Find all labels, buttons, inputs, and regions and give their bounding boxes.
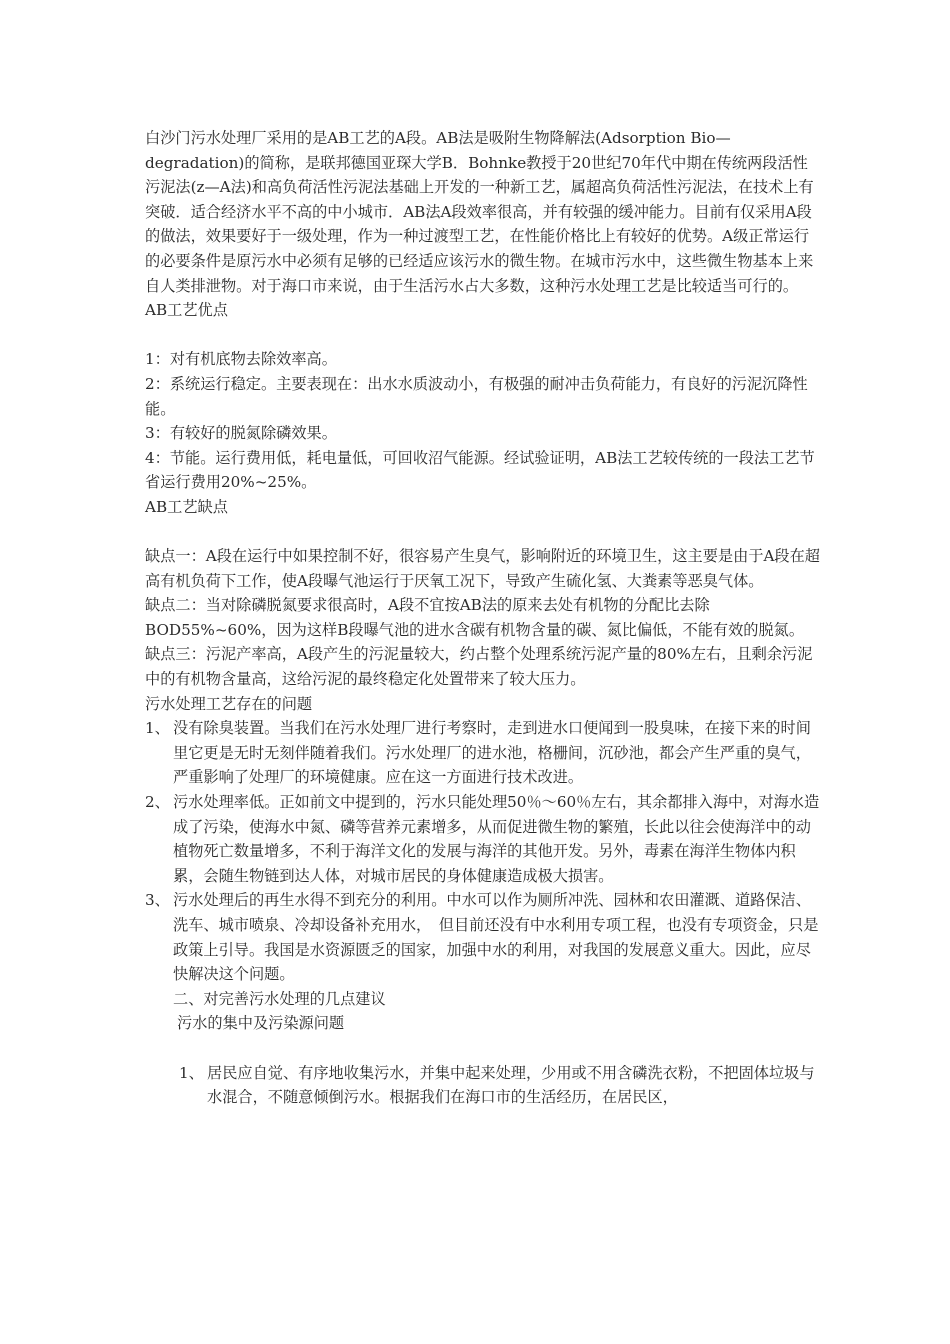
problem-item [145, 716, 821, 790]
blank-line [145, 323, 821, 348]
advantage-item: 4：节能。运行费用低，耗电量低，可回收沼气能源。经试验证明，AB法工艺较传统的一段法工艺节省运行费用20%~25%。 [145, 448, 815, 492]
problem-item [145, 888, 821, 986]
advantage-item: 2：系统运行稳定。主要表现在：出水水质波动小，有极强的耐冲击负荷能力，有良好的污泥沉降性能。 [145, 374, 808, 418]
problem-item [145, 790, 821, 888]
disadvantage-item: 缺点二：当对除磷脱氮要求很高时，A段不宜按AB法的原来去处有机物的分配比去除BOD55%~60%，因为这样B段曝气池的进水含碳有机物含量的碳、氮比偏低，不能有效的脱氮。 [145, 596, 805, 639]
list-text: 没有除臭装置。当我们在污水处理厂进行考察时，走到进水口便闻到一股臭味，在接下来的时间里它更是无时无刻伴随着我们。污水处理厂的进水池，格栅间，沉砂池，都会产生严重的臭气，严重影响了处理厂的环境健康。应在这一方面进行技术改进。 [173, 719, 811, 787]
list-text: 污水处理后的再生水得不到充分的利用。中水可以作为厕所冲洗、园林和农田灌溉、道路保洁、洗车、城市喷泉、冷却设备补充用水， 但目前还没有中水利用专项工程，也没有专项资金，只是政策上引导。我国是水资源匮乏的国家，加强中水的利用，对我国的发展意义重大。因此，应尽快解决这个问题。 [173, 891, 819, 984]
document-body [145, 126, 821, 1110]
disadvantages-heading: AB工艺缺点 [145, 497, 228, 516]
suggestions-heading: 二、对完善污水处理的几点建议 [173, 989, 386, 1008]
advantage-item: 3：有较好的脱氮除磷效果。 [145, 424, 337, 443]
disadvantage-item: 缺点三：污泥产率高，A段产生的污泥量较大，约占整个处理系统污泥产量的80%左右，且剩余污泥中的有机物含量高，这给污泥的最终稳定化处置带来了较大压力。 [145, 645, 813, 689]
list-text: 污水处理率低。正如前文中提到的，污水只能处理50％～60％左右，其余都排入海中，对海水造成了污染，使海水中氮、磷等营养元素增多，从而促进微生物的繁殖，长此以往会使海洋中的动植物死亡数量增多，不利于海洋文化的发展与海洋的其他开发。另外，毒素在海洋生物体内积累，会随生物链到达人体，对城市居民的身体健康造成极大损害。 [173, 793, 820, 885]
list-number: 3、 [145, 891, 170, 910]
suggestion-item [179, 1061, 821, 1110]
list-text: 居民应自觉、有序地收集污水，并集中起来处理，少用或不用含磷洗衣粉，不把固体垃圾与水混合，不随意倾倒污水。根据我们在海口市的生活经历，在居民区， [207, 1063, 815, 1107]
intro-paragraph: 白沙门污水处理厂采用的是AB工艺的A段。AB法是吸附生物降解法(Adsorption Bio—degradation)的简称，是联邦德国亚琛大学B．Bohnke教授于20世纪70年代中期在传统两段活性污泥法(z—A法)和高负荷活性污泥法基础上开发的一种新工艺，属超高负荷活性污泥法，在技术上有突破．适合经济水平不高的中小城市．AB法A段效率很高，并有较强的缓冲能力。目前有仅采用A段的做法，效果要好于一级处理，作为一种过渡型工艺，在性能价格比上有较好的优势。A级正常运行的必要条件是原污水中必须有足够的已经适应该污水的微生物。在城市污水中，这些微生物基本上来自人类排泄物。对于海口市来说，由于生活污水占大多数，这种污水处理工艺是比较适当可行的。 [145, 129, 814, 295]
blank-line [145, 520, 821, 545]
suggestions-subheading: 污水的集中及污染源问题 [177, 1014, 345, 1033]
disadvantage-item: 缺点一：A段在运行中如果控制不好，很容易产生臭气，影响附近的环境卫生，这主要是由于A段在超高有机负荷下工作，使A段曝气池运行于厌氧工况下，导致产生硫化氢、大粪素等恶臭气体。 [145, 547, 820, 590]
list-number: 1、 [179, 1063, 204, 1082]
advantages-heading: AB工艺优点 [145, 301, 228, 320]
list-number: 1、 [145, 719, 170, 738]
problems-heading: 污水处理工艺存在的问题 [145, 694, 313, 713]
list-number: 2、 [145, 793, 170, 812]
advantage-item: 1：对有机底物去除效率高。 [145, 350, 337, 369]
